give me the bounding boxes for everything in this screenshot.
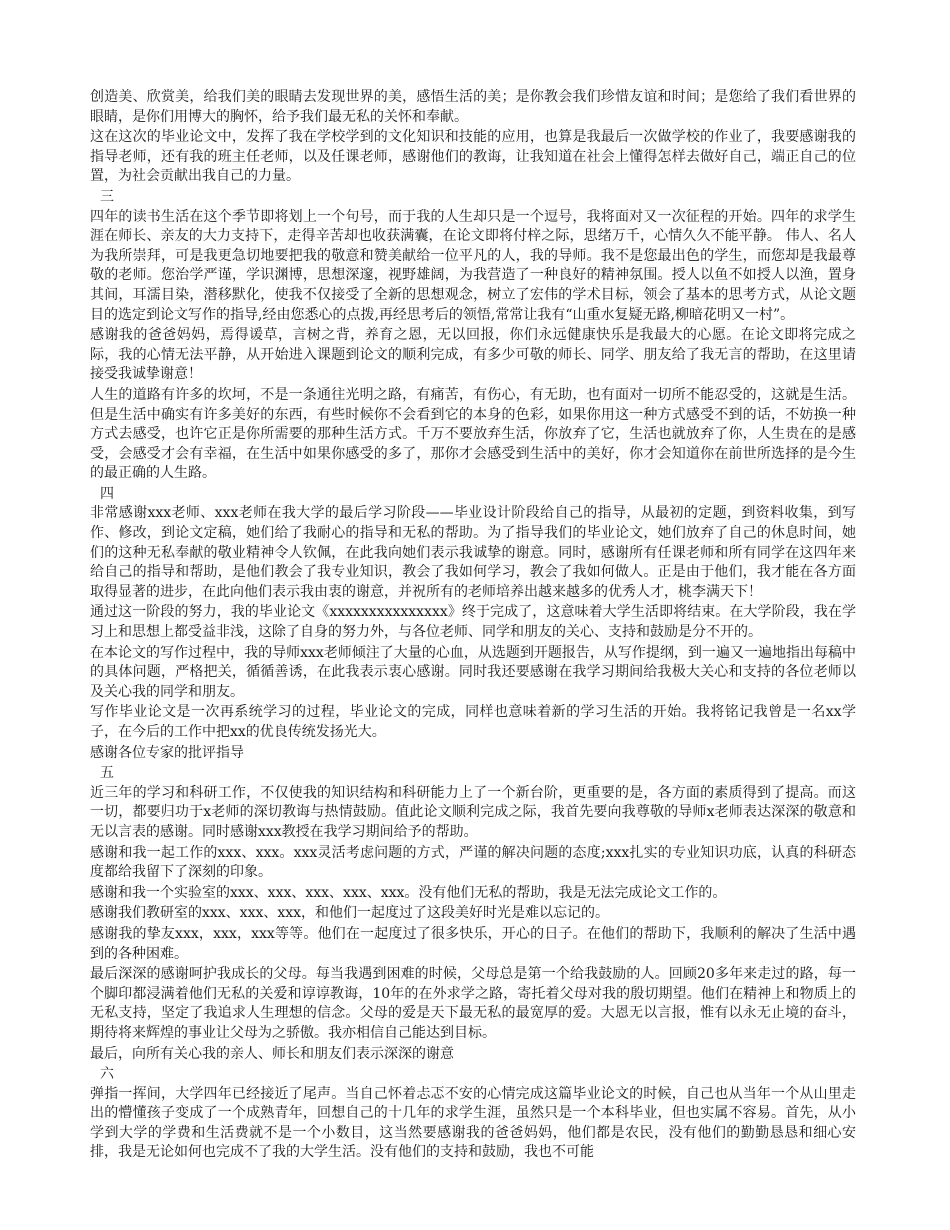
paragraph: 最后深深的感谢呵护我成长的父母。每当我遇到困难的时候，父母总是第一个给我鼓励的人。回顾20多年来走过的路，每一个脚印都浸满着他们无私的关爱和谆谆教诲，10年的在外求学之路，寄托着父母对我的殷切期望。他们在精神上和物质上的无私支持，坚定了我追求人生理想的信念。父母的爱是天下最无私的最宽厚的爱。大恩无以言报，惟有以永无止境的奋斗，期待将来辉煌的事业让父母为之骄傲。我亦相信自己能达到目标。 (90, 966, 856, 1041)
paragraph: 非常感谢xxx老师、xxx老师在我大学的最后学习阶段——毕业设计阶段给自己的指导，从最初的定题，到资料收集，到写作、修改，到论文定稿，她们给了我耐心的指导和无私的帮助。为了指导我们的毕业论文，她们放弃了自己的休息时间，她们的这种无私奉献的敬业精神令人钦佩，在此我向她们表示我诚挚的谢意。同时，感谢所有任课老师和所有同学在这四年来给自己的指导和帮助，是他们教会了我专业知识，教会了我如何学习，教会了我如何做人。正是由于他们，我才能在各方面取得显著的进步，在此向他们表示我由衷的谢意，并祝所有的老师培养出越来越多的优秀人才，桃李满天下！ (90, 505, 856, 600)
paragraph: 感谢和我一个实验室的xxx、xxx、xxx、xxx、xxx。没有他们无私的帮助，我是无法完成论文工作的。 (90, 884, 727, 901)
section-heading-3: 三 (100, 188, 114, 205)
paragraph: 感谢我们教研室的xxx、xxx、xxx，和他们一起度过了这段美好时光是难以忘记的。 (90, 905, 610, 922)
section-heading-6: 六 (100, 1066, 114, 1083)
paragraph: 弹指一挥间，大学四年已经接近了尾声。当自己怀着忐忑不安的心情完成这篇毕业论文的时候，自己也从当年一个从山里走出的懵懂孩子变成了一个成熟青年，回想自己的十几年的求学生涯，虽然只是一个本科毕业，但也实属不容易。首先，从小学到大学的学费和生活费就不是一个小数目，这当然要感谢我的爸爸妈妈，他们都是农民，没有他们的勤勤恳恳和细心安排，我是无论如何也完成不了我的大学生活。没有他们的支持和鼓励，我也不可能 (90, 1085, 856, 1161)
paragraph: 在本论文的写作过程中，我的导师xxx老师倾注了大量的心血，从选题到开题报告，从写作提纲，到一遍又一遍地指出每稿中的具体问题，严格把关，循循善诱，在此我表示衷心感谢。同时我还要感谢在我学习期间给我极大关心和支持的各位老师以及关心我的同学和朋友。 (90, 644, 856, 700)
paragraph: 感谢各位专家的批评指导 (90, 744, 244, 761)
section-heading-5: 五 (100, 765, 114, 782)
paragraph: 近三年的学习和科研工作，不仅使我的知识结构和科研能力上了一个新台阶，更重要的是，各方面的素质得到了提高。而这一切，都要归功于x老师的深切教诲与热情鼓励。值此论文顺利完成之际，我首先要向我尊敬的导师x老师表达深深的敬意和无以言表的感谢。同时感谢xxx教授在我学习期间给予的帮助。 (90, 784, 856, 840)
paragraph: 写作毕业论文是一次再系统学习的过程，毕业论文的完成，同样也意味着新的学习生活的开始。我将铭记我曾是一名xx学子，在今后的工作中把xx的优良传统发扬光大。 (90, 704, 856, 740)
paragraph: 通过这一阶段的努力，我的毕业论文《xxxxxxxxxxxxxxx》终于完成了，这意味着大学生活即将结束。在大学阶段，我在学习上和思想上都受益非浅，这除了自身的努力外，与各位老师、同学和朋友的关心、支持和鼓励是分不开的。 (90, 604, 856, 641)
paragraph: 感谢我的爸爸妈妈，焉得谖草，言树之背，养育之恩，无以回报，你们永远健康快乐是我最大的心愿。在论文即将完成之际，我的心情无法平静，从开始进入课题到论文的顺利完成，有多少可敬的师长、同学、朋友给了我无言的帮助，在这里请接受我诚挚谢意！ (90, 327, 856, 383)
document-body (90, 88, 856, 1164)
paragraph: 创造美、欣赏美，给我们美的眼睛去发现世界的美，感悟生活的美；是你教会我们珍惜友谊和时间；是您给了我们看世界的眼睛，是你们用博大的胸怀，给予我们最无私的关怀和奉献。 (90, 89, 856, 125)
paragraph: 这在这次的毕业论文中，发挥了我在学校学到的文化知识和技能的应用，也算是我最后一次做学校的作业了，我要感谢我的指导老师，还有我的班主任老师，以及任课老师，感谢他们的教诲，让我知道在社会上懂得怎样去做好自己，端正自己的位置，为社会贡献出我自己的力量。 (90, 129, 856, 185)
paragraph: 感谢我的挚友xxx，xxx，xxx等等。他们在一起度过了很多快乐，开心的日子。在他们的帮助下，我顺利的解决了生活中遇到的各种困难。 (90, 925, 856, 962)
paragraph: 最后，向所有关心我的亲人、师长和朋友们表示深深的谢意 (90, 1045, 454, 1062)
paragraph: 感谢和我一起工作的xxx、xxx。xxx灵活考虑问题的方式，严谨的解决问题的态度;xxx扎实的专业知识功底，认真的科研态度都给我留下了深刻的印象。 (90, 844, 856, 881)
paragraph: 四年的读书生活在这个季节即将划上一个句号，而于我的人生却只是一个逗号，我将面对又一次征程的开始。四年的求学生涯在师长、亲友的大力支持下，走得辛苦却也收获满囊，在论文即将付梓之际，思绪万千，心情久久不能平静。 伟人、名人为我所崇拜，可是我更急切地要把我的敬意和赞美献给一位平凡的人，我的导师。我不是您最出色的学生，而您却是我最尊敬的老师。您治学严谨，学识渊博，思想深邃，视野雄阔，为我营造了一种良好的精神氛围。授人以鱼不如授人以渔，置身其间，耳濡目染，潜移默化，使我不仅接受了全新的思想观念，树立了宏伟的学术目标，领会了基本的思考方式，从论文题目的选定到论文写作的指导,经由您悉心的点拨,再经思考后的领悟,常常让我有“山重水复疑无路,柳暗花明又一村”。 (90, 208, 856, 323)
section-heading-4: 四 (100, 485, 114, 502)
paragraph: 人生的道路有许多的坎坷，不是一条通往光明之路，有痛苦，有伤心，有无助，也有面对一切所不能忍受的，这就是生活。但是生活中确实有许多美好的东西，有些时候你不会看到它的本身的色彩，如果你用这一种方式感受不到的话，不妨换一种方式去感受，也许它正是你所需要的那种生活方式。千万不要放弃生活，你放弃了它，生活也就放弃了你，人生贵在的是感受，会感受才会有幸福，在生活中如果你感受的多了，那你才会感受到生活中的美好，你才会知道你在前世所选择的是今生的最正确的人生路。 (90, 386, 856, 482)
